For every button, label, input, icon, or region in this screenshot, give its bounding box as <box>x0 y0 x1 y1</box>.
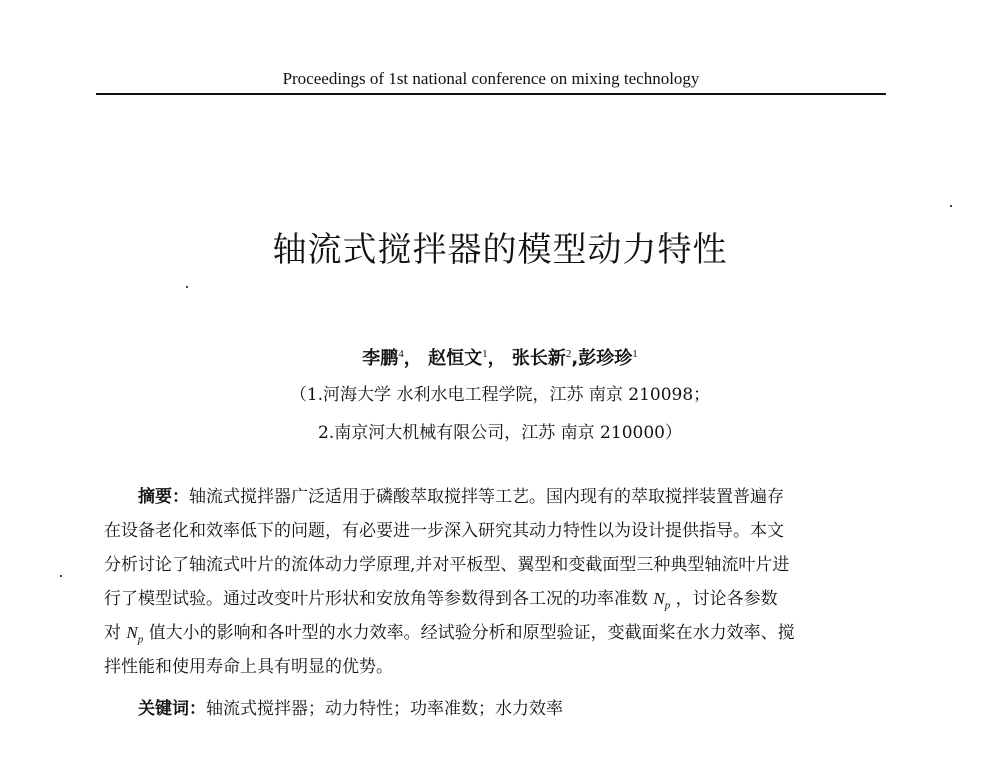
header-rule <box>96 93 886 95</box>
abstract-text: ，讨论各参数 <box>675 589 778 609</box>
abstract-text: 值大小的影响和各叶型的水力效率。经试验分析和原型验证，变截面桨在水力效率、搅 <box>148 623 795 643</box>
abstract-text: 行了模型试验。通过改变叶片形状和安放角等参数得到各工况的功率准数 <box>104 589 648 609</box>
abstract-text: 对 <box>104 623 121 643</box>
abstract-line <box>104 480 884 514</box>
keywords <box>138 696 563 722</box>
abstract <box>104 480 884 684</box>
author-list: 李鹏$^4$， 赵恒文$^1$， 张长新$^2$,彭珍珍$^1$ <box>362 348 638 369</box>
affiliation-1: （1.河海大学 水利水电工程学院，江苏 南京 210098； <box>289 385 711 405</box>
power-number-symbol: $N_p$ <box>126 623 144 646</box>
author-affiliation-mark: 1 <box>482 348 488 360</box>
author-affiliation-mark: 4 <box>398 348 404 360</box>
author-affiliation-mark: 1 <box>632 348 638 360</box>
abstract-line: 在设备老化和效率低下的问题，有必要进一步深入研究其动力特性以为设计提供指导。本文 <box>104 521 784 541</box>
scan-speck <box>950 205 952 207</box>
scan-speck <box>60 575 62 577</box>
author-name: 李鹏 <box>362 348 399 369</box>
abstract-text: 轴流式搅拌器广泛适用于磷酸萃取搅拌等工艺。国内现有的萃取搅拌装置普遍存 <box>189 487 784 507</box>
abstract-line: 拌性能和使用寿命上具有明显的优势。 <box>104 657 393 677</box>
keywords-list: 轴流式搅拌器；动力特性；功率准数；水力效率 <box>206 699 563 719</box>
paper-title: 轴流式搅拌器的模型动力特性 <box>272 230 728 270</box>
keywords-label: 关键词： <box>138 699 206 719</box>
power-number-symbol: $N_p$ <box>653 589 671 612</box>
affiliation-2: 2.南京河大机械有限公司，江苏 南京 210000） <box>318 423 682 443</box>
abstract-line <box>104 616 884 650</box>
abstract-line <box>104 582 884 616</box>
author-affiliation-mark: 2 <box>565 348 572 360</box>
author-name: 彭珍珍 <box>578 348 633 369</box>
scan-speck <box>186 286 188 288</box>
abstract-label: 摘要： <box>138 487 189 507</box>
running-header: Proceedings of 1st national conference on mixing technology <box>282 69 700 88</box>
author-name: 赵恒文 <box>428 348 483 369</box>
abstract-line: 分析讨论了轴流式叶片的流体动力学原理,并对平板型、翼型和变截面型三种典型轴流叶片进 <box>104 555 790 575</box>
author-name: 张长新 <box>511 348 566 369</box>
